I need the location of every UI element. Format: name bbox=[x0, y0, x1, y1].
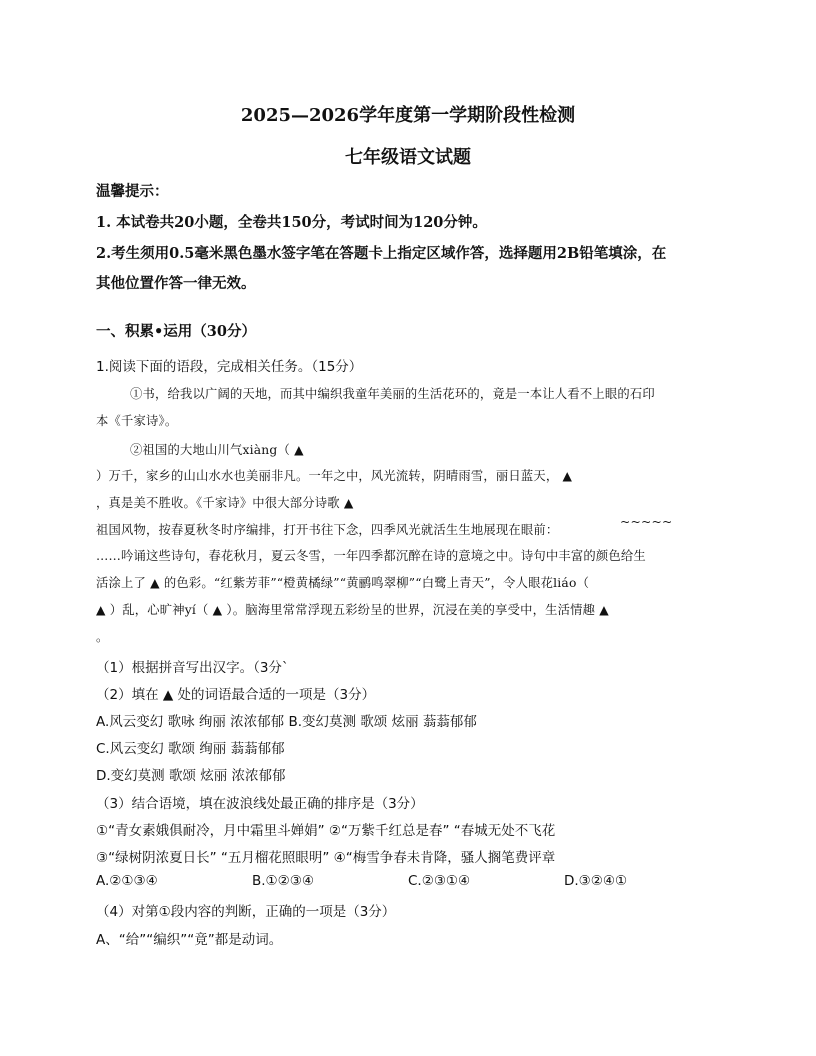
wavy-line-mark: ~~~~~ bbox=[620, 515, 673, 529]
section-heading: 一、积累•运用（30分） bbox=[96, 323, 256, 340]
option-a: A.②①③④ bbox=[96, 873, 158, 889]
tip-item-2: 2.考生须用0.5毫米黑色墨水签字笔在答题卡上指定区域作答，选择题用2B铅笔填涂，在 bbox=[96, 245, 667, 262]
passage-line: ▲ ）乱，心旷神yí（ ▲ ）。脑海里常常浮现五彩纷呈的世界，沉浸在美的享受中，生活情趣 ▲ bbox=[96, 603, 609, 617]
passage-line: 。 bbox=[96, 630, 109, 644]
sub-question-4: （4）对第①段内容的判断，正确的一项是（3分） bbox=[96, 904, 396, 920]
option-d: D.③②④① bbox=[564, 873, 628, 889]
tip-item-1: 1. 本试卷共20小题，全卷共150分，考试时间为120分钟。 bbox=[96, 214, 487, 231]
tips-heading: 温馨提示： bbox=[96, 183, 169, 200]
sub-question-3: （3）结合语境，填在波浪线处最正确的排序是（3分） bbox=[96, 796, 424, 812]
sentence-line: ③“绿树阴浓夏日长” “五月榴花照眼明” ④“梅雪争春未肯降，骚人搁笔费评章 bbox=[96, 850, 556, 866]
exam-title: 2025—2026学年度第一学期阶段性检测 bbox=[240, 105, 576, 126]
sub-question-1: （1）根据拼音写出汉字。（3分` bbox=[96, 660, 289, 676]
tip-item-2-cont: 其他位置作答一律无效。 bbox=[96, 275, 256, 292]
passage-line: ……吟诵这些诗句，春花秋月，夏云冬雪，一年四季都沉醉在诗的意境之中。诗句中丰富的颜色给生 bbox=[96, 549, 646, 563]
sub-question-2: （2）填在 ▲ 处的词语最合适的一项是（3分） bbox=[96, 687, 376, 703]
passage-line: ）万千，家乡的山山水水也美丽非凡。一年之中，风光流转，阴晴雨雪，丽日蓝天， ▲ bbox=[96, 469, 573, 483]
exam-subtitle: 七年级语文试题 bbox=[345, 147, 471, 168]
passage-line: 活涂上了 ▲ 的色彩。“红紫芳菲”“橙黄橘绿”“黄鹂鸣翠柳”“白鹭上青天”，令人眼花liáo（ bbox=[96, 576, 590, 590]
passage-line: 本《千家诗》。 bbox=[96, 414, 178, 428]
option-line: D.变幻莫测 歌颂 炫丽 浓浓郁郁 bbox=[96, 768, 286, 784]
option-c: C.②③①④ bbox=[408, 873, 471, 889]
question-1-intro: 1.阅读下面的语段，完成相关任务。（15分） bbox=[96, 359, 363, 375]
option-line: A.风云变幻 歌咏 绚丽 浓浓郁郁 B.变幻莫测 歌颂 炫丽 蓊蓊郁郁 bbox=[96, 714, 477, 730]
passage-line: ②祖国的大地山川气xiàng（ ▲ bbox=[130, 443, 304, 457]
option-line: A、“给”“编织”“竟”都是动词。 bbox=[96, 932, 283, 948]
sentence-line: ①“青女素娥俱耐冷，月中霜里斗婵娟” ②“万紫千红总是春” “春城无处不飞花 bbox=[96, 823, 556, 839]
passage-line: 祖国风物，按春夏秋冬时序编排，打开书往下念，四季风光就活生生地展现在眼前： bbox=[96, 523, 559, 537]
passage-line: ，真是美不胜收。《千家诗》中很大部分诗歌 ▲ bbox=[96, 496, 354, 510]
option-b: B.①②③④ bbox=[252, 873, 314, 889]
option-line: C.风云变幻 歌颂 绚丽 蓊蓊郁郁 bbox=[96, 741, 285, 757]
passage-line: ①书，给我以广阔的天地，而其中编织我童年美丽的生活花环的，竟是一本让人看不上眼的石印 bbox=[130, 387, 655, 401]
